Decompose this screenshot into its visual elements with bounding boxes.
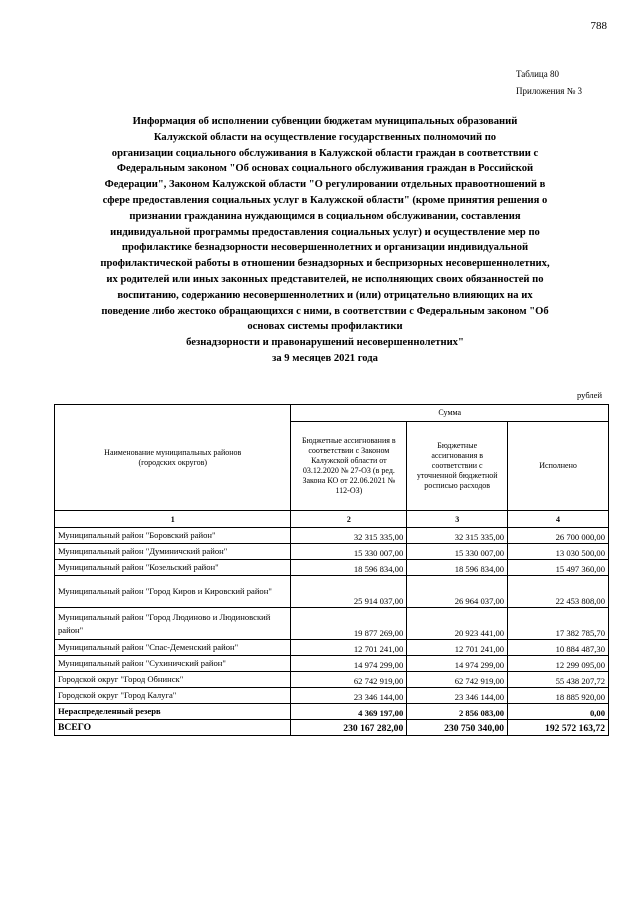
refined-allocation-value: 26 964 037,00 xyxy=(407,576,508,608)
document-title xyxy=(42,114,608,367)
table-row xyxy=(55,544,609,560)
table-row xyxy=(55,688,609,704)
table-reference xyxy=(516,66,582,100)
refined-allocation-value: 20 923 441,00 xyxy=(407,608,508,640)
law-allocation-value: 23 346 144,00 xyxy=(291,688,407,704)
refined-allocation-value: 23 346 144,00 xyxy=(407,688,508,704)
district-name: Городской округ "Город Обнинск" xyxy=(55,672,291,688)
title-line: Информация об исполнении субвенции бюджетам муниципальных образований xyxy=(132,116,518,127)
executed-value: 17 382 785,70 xyxy=(508,608,609,640)
refined-allocation-value: 62 742 919,00 xyxy=(407,672,508,688)
law-allocation-value: 32 315 335,00 xyxy=(291,528,407,544)
district-name: Муниципальный район "Спас-Деменский район" xyxy=(55,640,291,656)
table-row xyxy=(55,560,609,576)
page-number: 788 xyxy=(590,20,607,32)
column-header-refined-allocations: Бюджетные ассигнования в соответствии с уточненной бюджетной росписью расходов xyxy=(407,422,508,511)
table-row xyxy=(55,576,609,608)
column-header-executed: Исполнено xyxy=(508,422,609,511)
total-label: ВСЕГО xyxy=(55,720,291,736)
district-name: Муниципальный район "Боровский район" xyxy=(55,528,291,544)
table-label: Таблица 80 xyxy=(516,69,559,79)
refined-allocation-value: 32 315 335,00 xyxy=(407,528,508,544)
district-name: Муниципальный район "Козельский район" xyxy=(55,560,291,576)
refined-allocation-value: 18 596 834,00 xyxy=(407,560,508,576)
refined-allocation-value: 14 974 299,00 xyxy=(407,656,508,672)
reserve-law-allocation: 4 369 197,00 xyxy=(291,704,407,720)
column-number: 2 xyxy=(291,511,407,528)
executed-value: 15 497 360,00 xyxy=(508,560,609,576)
law-allocation-value: 62 742 919,00 xyxy=(291,672,407,688)
title-line: Федерации", Законом Калужской области "О регулировании отдельных правоотношений в xyxy=(104,179,546,191)
column-number: 1 xyxy=(55,511,291,528)
subvention-table xyxy=(54,404,609,736)
law-allocation-value: 19 877 269,00 xyxy=(291,608,407,640)
appendix-label: Приложения № 3 xyxy=(516,86,583,96)
title-line: основах системы профилактики xyxy=(247,321,403,333)
reserve-executed: 0,00 xyxy=(508,704,609,720)
district-name: Муниципальный район "Город Киров и Кировский район" xyxy=(55,576,291,608)
unit-label: рублей xyxy=(577,390,602,400)
title-line: признании гражданина нуждающимся в социальном обслуживании, составления xyxy=(129,210,521,222)
title-line: индивидуальной программы предоставления социальных услуг) и осуществление мер по xyxy=(110,226,540,238)
title-line: сфере предоставления социальных услуг в Калужской области" (кроме принятия решения о xyxy=(102,194,548,206)
table-row xyxy=(55,640,609,656)
executed-value: 55 438 207,72 xyxy=(508,672,609,688)
title-line: Калужской области на осуществление государственных полномочий по xyxy=(153,131,497,143)
executed-value: 10 884 487,30 xyxy=(508,640,609,656)
reserve-row xyxy=(55,704,609,720)
column-number: 3 xyxy=(407,511,508,528)
executed-value: 22 453 808,00 xyxy=(508,576,609,608)
district-name: Муниципальный район "Сухиничский район" xyxy=(55,656,291,672)
law-allocation-value: 12 701 241,00 xyxy=(291,640,407,656)
executed-value: 26 700 000,00 xyxy=(508,528,609,544)
column-header-law-allocations: Бюджетные ассигнования в соответствии с Законом Калужской области от 03.12.2020 № 27-ОЗ (в ред. Закона КО от 22.06.2021 № 112-ОЗ) xyxy=(291,422,407,511)
table-row xyxy=(55,528,609,544)
title-line: профилактике безнадзорности несовершеннолетних и организации индивидуальной xyxy=(121,242,529,254)
title-line: профилактической работы в отношении безнадзорных и беспризорных несовершеннолетних, xyxy=(100,258,550,270)
column-header-name: Наименование муниципальных районов (городских округов) xyxy=(55,405,291,511)
refined-allocation-value: 12 701 241,00 xyxy=(407,640,508,656)
total-row xyxy=(55,720,609,736)
district-name: Муниципальный район "Думиничский район" xyxy=(55,544,291,560)
title-line: их родителей или иных законных представителей, не исполняющих своих обязанностей по xyxy=(106,273,544,285)
reserve-name: Нераспределенный резерв xyxy=(55,704,291,720)
total-refined-allocation: 230 750 340,00 xyxy=(407,720,508,736)
total-law-allocation: 230 167 282,00 xyxy=(291,720,407,736)
table-row xyxy=(55,672,609,688)
title-line: безнадзорности и правонарушений несовершеннолетних" xyxy=(186,337,464,349)
title-line: Федеральным законом "Об основах социального обслуживания граждан в Российской xyxy=(116,163,534,175)
column-number: 4 xyxy=(508,511,609,528)
title-line: воспитанию, содержанию несовершеннолетних и (или) отрицательно влияющих на их xyxy=(117,289,533,301)
law-allocation-value: 14 974 299,00 xyxy=(291,656,407,672)
refined-allocation-value: 15 330 007,00 xyxy=(407,544,508,560)
district-name: Муниципальный район "Город Людиново и Людиновский район" xyxy=(55,608,291,640)
reserve-refined-allocation: 2 856 083,00 xyxy=(407,704,508,720)
law-allocation-value: 18 596 834,00 xyxy=(291,560,407,576)
law-allocation-value: 25 914 037,00 xyxy=(291,576,407,608)
table-row xyxy=(55,608,609,640)
law-allocation-value: 15 330 007,00 xyxy=(291,544,407,560)
district-name: Городской округ "Город Калуга" xyxy=(55,688,291,704)
title-line: поведение либо жестоко обращающихся с ними, в соответствии с Федеральным законом "Об xyxy=(101,305,549,317)
table-row xyxy=(55,656,609,672)
column-header-sum: Сумма xyxy=(291,405,609,422)
title-line: за 9 месяцев 2021 года xyxy=(272,352,378,364)
executed-value: 12 299 095,00 xyxy=(508,656,609,672)
executed-value: 13 030 500,00 xyxy=(508,544,609,560)
total-executed: 192 572 163,72 xyxy=(508,720,609,736)
title-line: организации социального обслуживания в Калужской области граждан в соответствии с xyxy=(111,147,539,159)
executed-value: 18 885 920,00 xyxy=(508,688,609,704)
